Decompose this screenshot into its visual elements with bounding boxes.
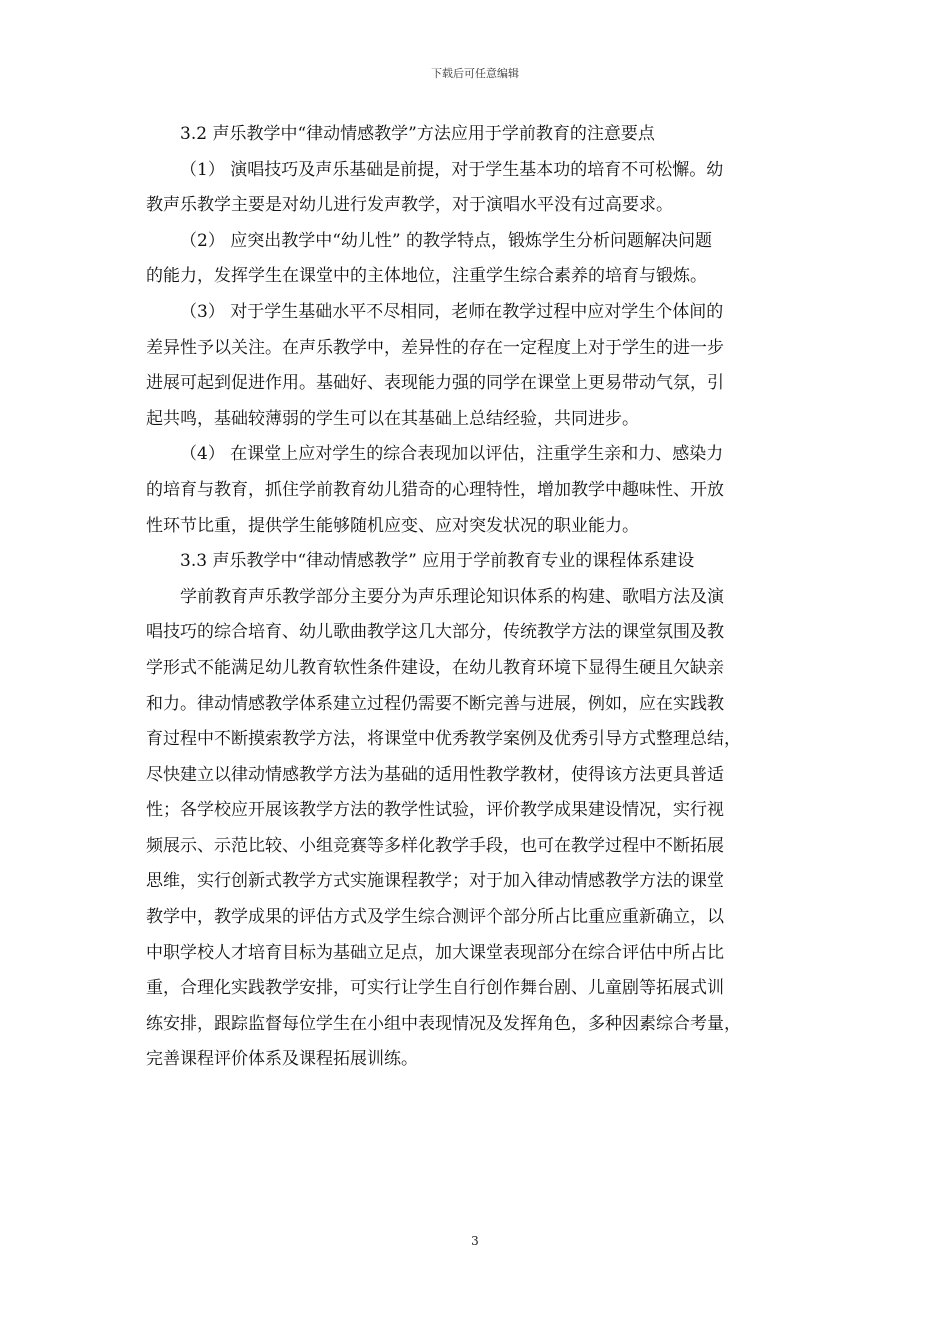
text-line: 性；各学校应开展该教学方法的教学性试验，评价教学成果建设情况，实行视 [146, 800, 724, 821]
text-line: 频展示、示范比较、小组竞赛等多样化教学手段，也可在教学过程中不断拓展 [146, 835, 724, 856]
text-line: 差异性予以关注。在声乐教学中，差异性的存在一定程度上对于学生的进一步 [146, 337, 724, 358]
text-line: 重，合理化实践教学安排，可实行让学生自行创作舞台剧、儿童剧等拓展式训 [146, 978, 724, 999]
paragraph-3-2-2 [146, 224, 816, 295]
paragraph-3-2-1 [146, 153, 816, 224]
text-line: 完善课程评价体系及课程拓展训练。 [146, 1049, 418, 1070]
text-line: （1） 演唱技巧及声乐基础是前提，对于学生基本功的培育不可松懈。幼 [180, 159, 724, 180]
text-line: 教声乐教学主要是对幼儿进行发声教学，对于演唱水平没有过高要求。 [146, 195, 673, 216]
text-line: 和力。律动情感教学体系建立过程仍需要不断完善与进展，例如，应在实践教 [146, 693, 724, 714]
text-line: 教学中，教学成果的评估方式及学生综合测评个部分所占比重应重新确立，以 [146, 907, 724, 928]
text-line: 的培育与教育，抓住学前教育幼儿猎奇的心理特性，增加教学中趣味性、开放 [146, 479, 724, 500]
text-line: （2） 应突出教学中“幼儿性” 的教学特点，锻炼学生分析问题解决问题 [180, 230, 713, 251]
document-body [146, 117, 816, 1078]
text-line: 中职学校人才培育目标为基础立足点，加大课堂表现部分在综合评估中所占比 [146, 942, 724, 963]
paragraph-3-2-4 [146, 437, 816, 544]
text-line: 思维，实行创新式教学方式实施课程教学；对于加入律动情感教学方法的课堂 [146, 871, 724, 892]
text-line: 的能力，发挥学生在课堂中的主体地位，注重学生综合素养的培育与锻炼。 [146, 266, 707, 287]
section-heading-3-2: 3.2 声乐教学中“律动情感教学”方法应用于学前教育的注意要点 [180, 124, 655, 144]
text-line: 唱技巧的综合培育、幼儿歌曲教学这几大部分，传统教学方法的课堂氛围及教 [146, 622, 724, 643]
text-line: 尽快建立以律动情感教学方法为基础的适用性教学教材，使得该方法更具普适 [146, 764, 724, 785]
text-line: 起共鸣，基础较薄弱的学生可以在其基础上总结经验，共同进步。 [146, 408, 639, 429]
text-line: 性环节比重，提供学生能够随机应变、应对突发状况的职业能力。 [146, 515, 639, 536]
text-line: 进展可起到促进作用。基础好、表现能力强的同学在课堂上更易带动气氛，引 [146, 373, 724, 394]
text-line: （4） 在课堂上应对学生的综合表现加以评估，注重学生亲和力、感染力 [180, 444, 724, 465]
text-line: 学形式不能满足幼儿教育软性条件建设，在幼儿教育环境下显得生硬且欠缺亲 [146, 657, 724, 678]
text-line: 练安排，跟踪监督每位学生在小组中表现情况及发挥角色，多种因素综合考量， [146, 1013, 741, 1034]
text-line: 学前教育声乐教学部分主要分为声乐理论知识体系的构建、歌唱方法及演 [180, 586, 724, 607]
paragraph-3-3-1 [146, 580, 816, 1078]
paragraph-3-2-3 [146, 295, 816, 437]
page-number: 3 [471, 1234, 479, 1248]
page-header: 下载后可任意编辑 [431, 67, 519, 80]
section-heading-3-3: 3.3 声乐教学中“律动情感教学” 应用于学前教育专业的课程体系建设 [180, 551, 695, 572]
text-line: （3） 对于学生基础水平不尽相同，老师在教学过程中应对学生个体间的 [180, 301, 724, 322]
text-line: 育过程中不断摸索教学方法，将课堂中优秀教学案例及优秀引导方式整理总结， [146, 729, 741, 750]
